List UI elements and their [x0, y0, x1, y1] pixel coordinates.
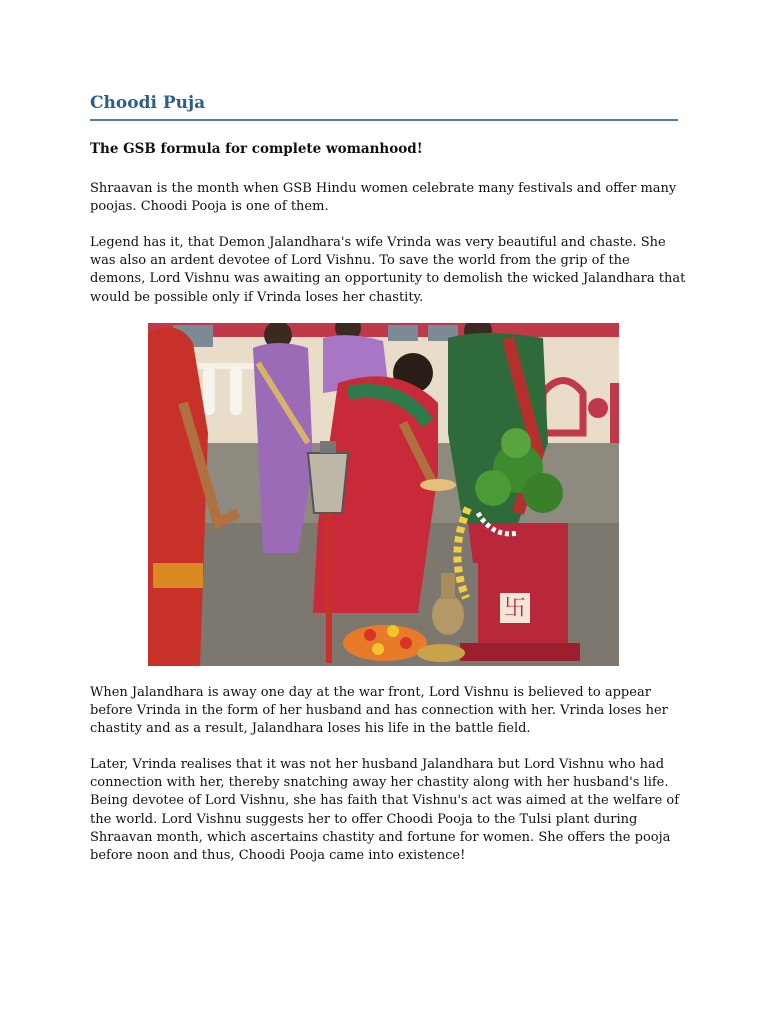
title-underline [90, 119, 678, 121]
subtitle: The GSB formula for complete womanhood! [90, 141, 423, 157]
paragraph-origin: Later, Vrinda realises that it was not her husband Jalandhara but Lord Vishnu who had connection with her, thereby snatching away her chastity along with her husband's life. Being devotee of Lord Vishnu, she has faith that Vishnu's act was aimed at the welfare of the world. Lord Vishnu suggests her to offer Choodi Pooja to the Tulsi plant during Shraavan month, which ascertains chastity and fortune for women. She offers the pooja before noon and thus, Choodi Pooja came into existence! [90, 757, 680, 864]
flower-plate [343, 625, 427, 661]
paragraph-legend: Legend has it, that Demon Jalandhara's wife Vrinda was very beautiful and chaste. She was also an ardent devotee of Lord Vishnu. To save the world from the grip of the demons, Lord Vishnu was awaiting an opportunity to demolish the wicked Jalandhara that would be possible only if Vrinda loses her chastity. [90, 235, 686, 305]
page-title: Choodi Puja [90, 93, 206, 113]
paragraph-intro: Shraavan is the month when GSB Hindu women celebrate many festivals and offer many poojas. Choodi Pooja is one of them. [90, 181, 677, 215]
paragraph-war-front: When Jalandhara is away one day at the war front, Lord Vishnu is believed to appear before Vrinda in the form of her husband and has connection with her. Vrinda loses her chastity and as a result, Jalandhara loses his life in the battle field. [90, 685, 668, 737]
svg-text:卐: 卐 [503, 596, 527, 621]
brass-pot [432, 595, 464, 635]
tulsi-altar [468, 523, 568, 563]
puja-photo [148, 323, 619, 666]
